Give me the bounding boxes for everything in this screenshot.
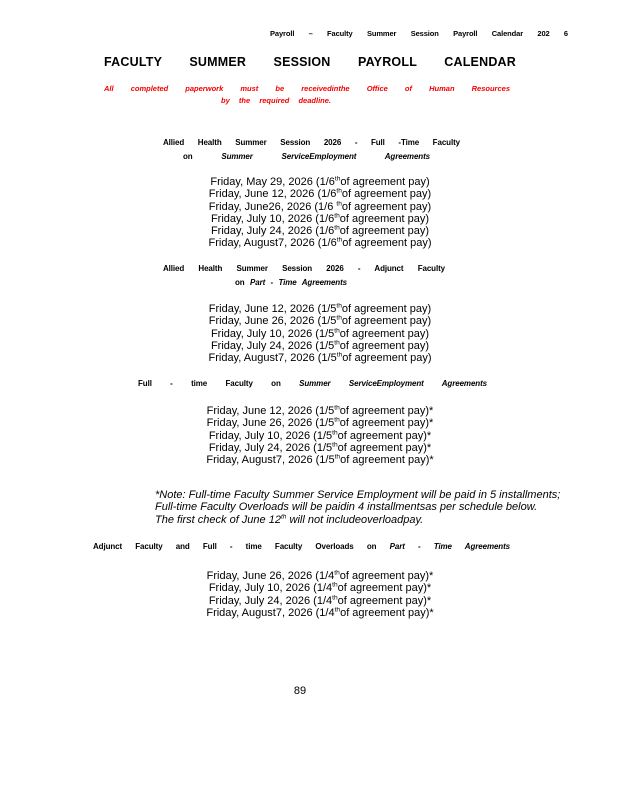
section-1-heading-line-2 (183, 152, 430, 162)
ordinal-suffix: th (336, 199, 342, 207)
ordinal-suffix: th (336, 236, 343, 244)
pay-date-text: Friday, June 12, 2026 (1/5 (206, 405, 335, 417)
pay-date-text: Friday, June 12, 2026 (1/5 (208, 303, 337, 315)
pay-date (0, 340, 618, 352)
ordinal-suffix: th (334, 404, 340, 412)
heading-text: on (183, 152, 193, 161)
pay-date-amount: of agreement pay)* (337, 429, 432, 442)
notice-line-1: All completed paperwork must be receivedinthe Office of Human Resources (104, 84, 510, 93)
pay-date (0, 328, 618, 340)
pay-date-text: Friday, July 24, 2026 (1/4 (208, 594, 333, 607)
heading-text: Full - time Faculty on (138, 379, 281, 388)
pay-date-text: Friday, June 26, 2026 (1/5 (208, 315, 337, 328)
ordinal-suffix: th (334, 212, 340, 220)
ordinal-suffix: th (336, 187, 342, 195)
ordinal-suffix: th (332, 428, 338, 436)
doc-header: Payroll – Faculty Summer Session Payroll Calendar 202 6 (270, 29, 568, 38)
pay-date-text: Friday, August7, 2026 (1/4 (206, 606, 335, 619)
pay-date-amount: of agreement pay) (339, 327, 430, 340)
ordinal-suffix: th (280, 513, 287, 521)
section-2-heading-line-1: Allied Health Summer Session 2026 - Adjunct Faculty (163, 264, 445, 273)
pay-date (0, 582, 618, 594)
pay-date (0, 188, 618, 200)
footnote (155, 489, 560, 526)
ordinal-suffix: th (332, 441, 338, 449)
pay-dates-list-3 (0, 405, 618, 466)
pay-date (0, 454, 618, 466)
pay-date-amount: of agreement pay) (340, 176, 430, 188)
pay-date (0, 607, 618, 619)
pay-date-amount: of agreement pay) (339, 212, 430, 225)
pay-date (0, 417, 618, 429)
pay-date (0, 352, 618, 364)
page-number: 89 (293, 685, 307, 697)
ordinal-suffix: th (334, 606, 341, 614)
pay-date-text: Friday, August7, 2026 (1/5 (208, 352, 337, 365)
footnote-line-3 (155, 514, 560, 526)
ordinal-suffix: th (334, 416, 340, 424)
pay-date-text: Friday, June 26, 2026 (1/5 (206, 417, 335, 430)
pay-date-text: Friday, July 24, 2026 (1/6 (210, 225, 335, 238)
pay-date-text: Friday, June 26, 2026 (1/4 (206, 570, 335, 582)
pay-date-amount: of agreement pay) (341, 315, 432, 328)
heading-italic-text: Summer ServiceEmployment Agreements (221, 152, 430, 161)
pay-date-amount: of agreement pay)* (340, 454, 434, 467)
ordinal-suffix: th (334, 569, 340, 577)
pay-date (0, 201, 618, 213)
pay-date-text: Friday, June26, 2026 (1/6 (208, 200, 337, 213)
pay-date-amount: of agreement pay) (341, 188, 432, 201)
pay-date-text: Friday, June 12, 2026 (1/6 (208, 188, 337, 201)
pay-date-text: Friday, July 10, 2026 (1/5 (210, 327, 335, 340)
pay-date (0, 595, 618, 607)
pay-date (0, 570, 618, 582)
section-1-heading-line-1: Allied Health Summer Session 2026 - Full -Time Faculty (163, 138, 460, 147)
ordinal-suffix: th (336, 351, 343, 359)
pay-date-amount: of agreement pay)* (339, 405, 434, 417)
section-3-heading (138, 379, 487, 389)
pay-date-amount: of agreement pay) (341, 200, 432, 213)
ordinal-suffix: th (334, 339, 340, 347)
pay-date-text: Friday, August7, 2026 (1/6 (208, 237, 337, 250)
pay-date-amount: of agreement pay) (339, 225, 430, 238)
pay-date-text: Friday, July 24, 2026 (1/5 (208, 441, 333, 454)
ordinal-suffix: th (334, 326, 340, 334)
pay-date (0, 405, 618, 417)
pay-date (0, 176, 618, 188)
footnote-line-2: Full-time Faculty Overloads will be paidin 4 installmentsas per schedule below. (155, 501, 538, 514)
page-title: FACULTY SUMMER SESSION PAYROLL CALENDAR (104, 55, 516, 69)
pay-date-text: Friday, July 10, 2026 (1/4 (208, 582, 333, 595)
ordinal-suffix: th (332, 593, 338, 601)
pay-date-amount: of agreement pay)* (339, 570, 434, 582)
pay-date (0, 213, 618, 225)
pay-date-text: Friday, July 10, 2026 (1/5 (208, 429, 333, 442)
footnote-text-end: will not includeoverloadpay. (286, 513, 424, 526)
pay-date-amount: of agreement pay) (342, 237, 432, 250)
pay-date-amount: of agreement pay)* (339, 417, 434, 430)
pay-date (0, 225, 618, 237)
pay-date-text: Friday, July 10, 2026 (1/6 (210, 212, 335, 225)
pay-date-amount: of agreement pay)* (337, 582, 432, 595)
section-2-heading-line-2 (235, 278, 347, 288)
section-4-heading (93, 542, 510, 552)
pay-date-amount: of agreement pay)* (337, 594, 432, 607)
pay-date (0, 430, 618, 442)
ordinal-suffix: th (332, 581, 338, 589)
pay-date-text: Friday, May 29, 2026 (1/6 (210, 176, 335, 188)
heading-italic-text: Part - Time Agreements (389, 542, 511, 551)
heading-italic-text: Summer ServiceEmployment Agreements (299, 379, 487, 388)
pay-date-amount: of agreement pay)* (337, 441, 432, 454)
ordinal-suffix: th (336, 314, 342, 322)
pay-date-text: Friday, August7, 2026 (1/5 (206, 454, 335, 467)
heading-text: Adjunct Faculty and Full - time Faculty Overloads on (93, 542, 377, 551)
pay-date-text: Friday, July 24, 2026 (1/5 (210, 339, 335, 352)
pay-dates-list-4 (0, 570, 618, 619)
footnote-text: The first check of June 12 (155, 513, 281, 526)
pay-date-amount: of agreement pay) (339, 339, 430, 352)
notice-line-2: by the required deadline. (221, 96, 331, 105)
pay-date (0, 442, 618, 454)
pay-date (0, 303, 618, 315)
pay-date-amount: of agreement pay)* (340, 606, 434, 619)
heading-text: on (235, 278, 245, 287)
pay-date (0, 315, 618, 327)
pay-date-amount: of agreement pay) (342, 352, 432, 365)
ordinal-suffix: th (334, 224, 340, 232)
ordinal-suffix: th (336, 302, 342, 310)
pay-dates-list-1 (0, 176, 618, 250)
pay-dates-list-2 (0, 303, 618, 364)
pay-date-amount: of agreement pay) (341, 303, 432, 315)
ordinal-suffix: th (334, 175, 341, 183)
ordinal-suffix: th (334, 453, 341, 461)
pay-date (0, 237, 618, 249)
heading-italic-text: Part - Time Agreements (249, 278, 347, 287)
footnote-line-1: *Note: Full-time Faculty Summer Service Employment will be paid in 5 installments; (155, 489, 561, 501)
